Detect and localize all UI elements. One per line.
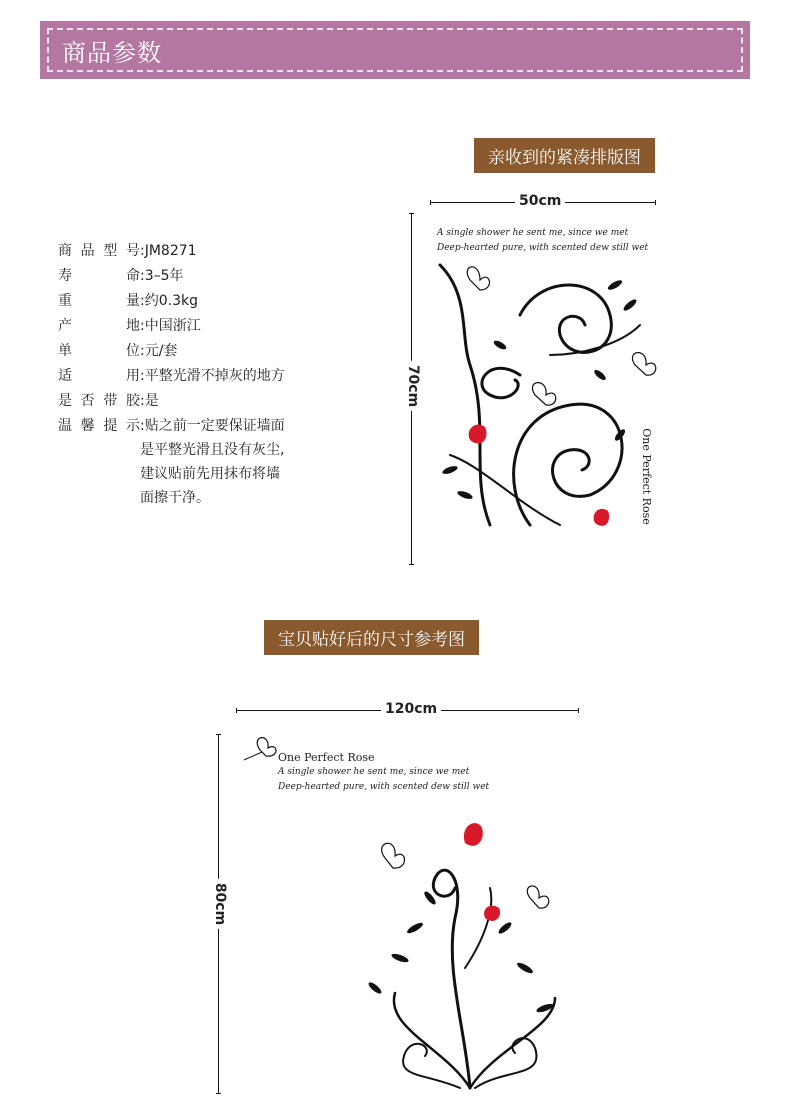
height-tick-bottom (409, 564, 414, 565)
installed-height-label: 80cm (212, 879, 228, 929)
spec-row-tip: 温馨提示:贴之前一定要保证墙面 (58, 418, 285, 434)
installed-width-tick-right (578, 708, 579, 713)
spec-row-lifespan: 寿命:3–5年 (58, 268, 184, 284)
sheet-branch-lower (450, 455, 560, 525)
installed-title-butterfly-icon (240, 732, 280, 766)
installed-width-label: 120cm (381, 701, 441, 717)
width-tick-left (430, 200, 431, 205)
spec-row-weight: 重量:约0.3kg (58, 293, 198, 309)
spec-row-usage: 适用:平整光滑不掉灰的地方 (58, 368, 285, 384)
header-bar (40, 21, 750, 79)
sheet-vine-left (440, 265, 490, 525)
sheet-rose-icon (469, 425, 609, 526)
spec-row-adhesive: 是否带胶:是 (58, 393, 159, 409)
sheet-swirl-mid (482, 368, 520, 397)
tip-line-3: 建议贴前先用抹布将墙 (140, 466, 280, 482)
spec-row-unit: 单位:元/套 (58, 343, 178, 359)
header-title: 商品参数 (62, 39, 162, 67)
section1-label: 亲收到的紧凑排版图 (474, 138, 655, 173)
spec-row-model: 商品型号:JM8271 (58, 243, 197, 259)
spec-row-origin: 产地:中国浙江 (58, 318, 201, 334)
sticker-sheet-art (430, 255, 660, 560)
height-label-70cm: 70cm (405, 361, 421, 411)
section2-label: 宝贝贴好后的尺寸参考图 (264, 620, 479, 655)
tip-line-4: 面擦干净。 (140, 490, 210, 506)
installed-rose-icon (464, 823, 500, 921)
installed-height-tick-bottom (216, 1093, 221, 1094)
installed-height-tick-top (216, 734, 221, 735)
installed-vine-art (355, 818, 595, 1098)
height-tick-top (409, 213, 414, 214)
sheet-poem-line2: Deep-hearted pure, with scented dew still wet (437, 243, 649, 253)
installed-width-tick-left (236, 708, 237, 713)
sheet-poem-line1: A single shower he sent me, since we met (437, 228, 629, 238)
width-tick-right (655, 200, 656, 205)
installed-title: One Perfect Rose (278, 751, 375, 764)
installed-swirl-right (475, 1038, 537, 1088)
installed-stem-rose (465, 888, 491, 968)
tip-line-2: 是平整光滑且没有灰尘, (140, 442, 285, 458)
installed-poem-line1: A single shower he sent me, since we met (278, 767, 470, 777)
sheet-swirl-top (520, 285, 611, 352)
installed-poem-line2: Deep-hearted pure, with scented dew still wet (278, 782, 490, 792)
installed-butterfly-icon (382, 843, 549, 908)
width-label-50cm: 50cm (515, 193, 565, 209)
sheet-vertical-title: One Perfect Rose (639, 428, 653, 525)
